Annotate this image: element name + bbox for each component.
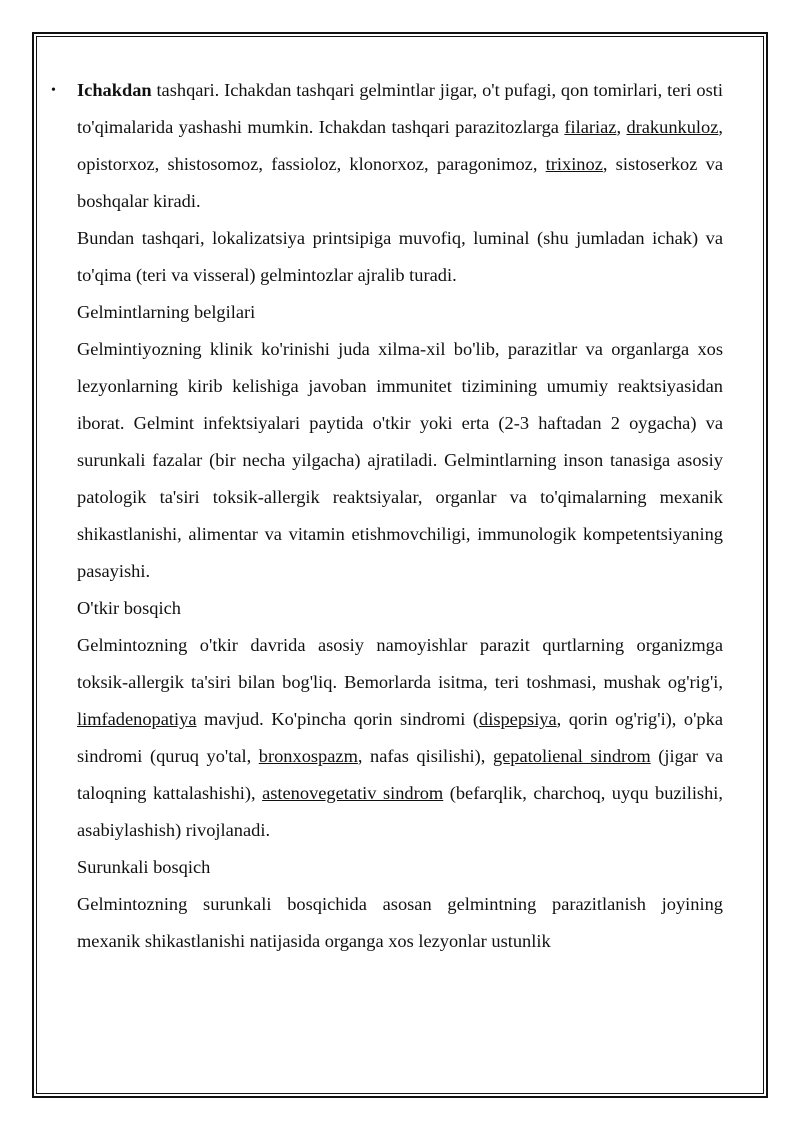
- bullet-dot-icon: •: [51, 83, 56, 98]
- paragraph-chronic: Gelmintozning surunkali bosqichida asosan gelmintning parazitlanish joyining mexanik shikastlanishi natijasida organga xos lezyonlar ustunlik: [77, 894, 723, 951]
- heading-chronic-stage: Surunkali bosqich: [77, 857, 211, 877]
- heading-symptoms: Gelmintlarning belgilari: [77, 302, 256, 322]
- paragraph-acute: [77, 627, 723, 849]
- text-span: , opistorxoz, shistosomoz, fassioloz, klonorxoz, paragonimoz,: [77, 117, 723, 174]
- text-span: , sistoserkoz va boshqalar kiradi.: [77, 154, 723, 211]
- link-filariaz[interactable]: filariaz: [564, 117, 617, 137]
- link-limfadenopatiya[interactable]: limfadenopatiya: [77, 709, 197, 729]
- bullet-bold-term: Ichakdan: [77, 80, 152, 100]
- text-span: (jigar va taloqning kattalashishi),: [77, 746, 723, 803]
- link-drakunkuloz[interactable]: drakunkuloz: [626, 117, 719, 137]
- link-trixinoz[interactable]: trixinoz: [545, 154, 603, 174]
- paragraph-clinical: Gelmintiyozning klinik ko'rinishi juda xilma-xil bo'lib, parazitlar va organlarga xos lezyonlarning kirib kelishiga javoban immunitet tizimining umumiy reaktsiyasidan iborat. Gelmint infektsiyalari paytida o'tkir yoki erta (2-3 haftadan 2 oygacha) va surunkali fazalar (bir necha yilgacha) ajratiladi. Gelmintlarning inson tanasiga asosiy patologik ta'siri toksik-allergik reaktsiyalar, organlar va to'qimalarning mexanik shikastlanishi, alimentar va vitamin etishmovchiligi, immunologik kompetentsiyaning pasayishi.: [77, 339, 723, 581]
- text-span: tashqari. Ichakdan tashqari gelmintlar jigar, o't pufagi, qon tomirlari, teri osti to'qimalarida yashashi mumkin. Ichakdan tashqari parazitozlarga: [77, 80, 723, 137]
- paragraph-localization: Bundan tashqari, lokalizatsiya printsipiga muvofiq, luminal (shu jumladan ichak) va to'qima (teri va visseral) gelmintozlar ajralib turadi.: [77, 228, 723, 285]
- heading-acute-stage: O'tkir bosqich: [77, 598, 181, 618]
- link-dispepsiya[interactable]: dispepsiya: [479, 709, 557, 729]
- document-body: [51, 72, 723, 960]
- text-span: mavjud. Ko'pincha qorin sindromi (: [196, 709, 480, 729]
- link-bronxospazm[interactable]: bronxospazm: [258, 746, 358, 766]
- text-span: ,: [616, 117, 627, 137]
- link-gepatolienal-sindrom[interactable]: gepatolienal sindrom: [492, 746, 651, 766]
- link-astenovegetativ-sindrom[interactable]: astenovegetativ sindrom: [262, 783, 444, 803]
- text-span: (befarqlik, charchoq, uyqu buzilishi, asabiylashish) rivojlanadi.: [77, 783, 723, 840]
- text-span: Gelmintozning o'tkir davrida asosiy namoyishlar parazit qurtlarning organizmga toksik-allergik ta'siri bilan bog'liq. Bemorlarda isitma, teri toshmasi, mushak og'rig'i,: [77, 635, 723, 692]
- text-span: , qorin og'rig'i), o'pka sindromi (quruq yo'tal,: [77, 709, 723, 766]
- bullet-paragraph: [51, 72, 723, 220]
- text-span: , nafas qisilishi),: [357, 746, 493, 766]
